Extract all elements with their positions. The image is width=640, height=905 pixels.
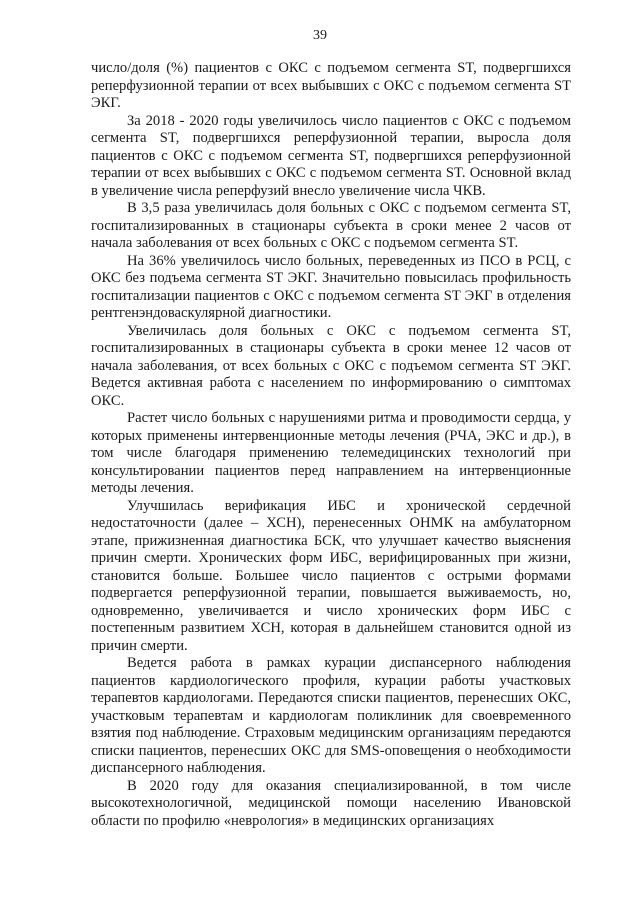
paragraph: Увеличилась доля больных с ОКС с подъемом сегмента ST, госпитализированных в стационары субъекта в сроки менее 12 часов от начала заболевания, от всех больных с ОКС с подъемом сегмента ST ЭКГ. Ведется активная работа с населением по информированию о симптомах ОКС. — [91, 322, 571, 409]
paragraph: Растет число больных с нарушениями ритма и проводимости сердца, у которых применены интервенционные методы лечения (РЧА, ЭКС и др.), в том числе благодаря применению телемедицинских технологий при консультировании пациентов перед направлением на интервенционные методы лечения. — [91, 410, 571, 496]
paragraph: В 3,5 раза увеличилась доля больных с ОКС с подъемом сегмента ST, госпитализированных в стационары субъекта в сроки менее 2 часов от начала заболевания от всех больных с ОКС с подъемом сегмента ST. — [91, 200, 571, 251]
paragraph-continuation: число/доля (%) пациентов с ОКС с подъемом сегмента ST, подвергшихся реперфузионной терапии от всех выбывших с ОКС с подъемом сегмента ST ЭКГ. — [91, 60, 571, 111]
paragraph: Улучшилась верификация ИБС и хронической сердечной недостаточности (далее – ХСН), перенесенных ОНМК на амбулаторном этапе, прижизненная диагностика БСК, что улучшает качество выяснения причин смерти. Хронических форм ИБС, верифицированных при жизни, становится больше. Большее число пациентов с острыми формами подвергается реперфузионной терапии, повышается выживаемость, но, одновременно, увеличивается и число хронических форм ИБС с постепенным развитием ХСН, которая в дальнейшем становится одной из причин смерти. — [91, 497, 571, 654]
page-number: 39 — [313, 28, 327, 43]
paragraph: В 2020 году для оказания специализированной, в том числе высокотехнологичной, медицинской помощи населению Ивановской области по профилю «неврология» в медицинских организациях — [91, 777, 571, 829]
body-text — [91, 60, 571, 830]
paragraph: На 36% увеличилось число больных, переведенных из ПСО в РСЦ, с ОКС без подъема сегмента ST ЭКГ. Значительно повысилась профильность госпитализации пациентов с ОКС с подъемом сегмента ST ЭКГ в отделения рентгенэндоваскулярной диагностики. — [91, 252, 571, 321]
paragraph: Ведется работа в рамках курации диспансерного наблюдения пациентов кардиологического профиля, курации работы участковых терапевтов кардиологами. Передаются списки пациентов, перенесших ОКС, участковым терапевтам и кардиологам поликлиник для своевременного взятия под наблюдение. Страховым медицинским организациям передаются списки пациентов, перенесших ОКС для SMS-оповещения о необходимости диспансерного наблюдения. — [91, 655, 571, 776]
paragraph: За 2018 - 2020 годы увеличилось число пациентов с ОКС с подъемом сегмента ST, подвергшихся реперфузионной терапии, выросла доля пациентов с ОКС с подъемом сегмента ST, подвергшихся реперфузионной терапии от всех выбывших с ОКС с подъемом сегмента ST. Основной вклад в увеличение числа реперфузий внесло увеличение числа ЧКВ. — [91, 112, 571, 199]
